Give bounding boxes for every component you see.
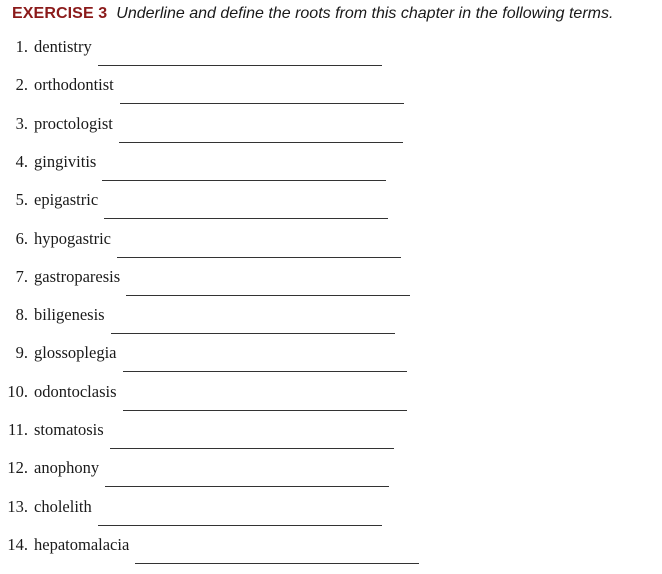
exercise-header (12, 4, 613, 24)
term-label: gingivitis (34, 152, 97, 171)
term-item (0, 305, 662, 343)
answer-line[interactable] (104, 218, 388, 219)
term-item (0, 535, 662, 573)
term-text (2, 305, 105, 325)
term-item (0, 420, 662, 458)
term-text (2, 37, 92, 57)
term-label: glossoplegia (34, 343, 117, 362)
term-item (0, 229, 662, 267)
answer-line[interactable] (98, 65, 382, 66)
term-item (0, 114, 662, 152)
term-text (2, 229, 111, 249)
answer-line[interactable] (98, 525, 382, 526)
term-label: epigastric (34, 190, 99, 209)
answer-line[interactable] (120, 103, 404, 104)
term-text (2, 382, 117, 402)
answer-line[interactable] (135, 563, 419, 564)
term-number: 11. (7, 420, 28, 439)
term-label: proctologist (34, 114, 113, 133)
term-item (0, 37, 662, 75)
term-number: 1. (15, 37, 28, 56)
term-text (2, 267, 120, 287)
term-number: 6. (15, 229, 28, 248)
term-text (2, 152, 96, 172)
term-number: 8. (15, 305, 28, 324)
term-number: 10. (7, 382, 28, 401)
term-text (2, 343, 117, 363)
term-label: cholelith (34, 497, 92, 516)
term-number: 5. (15, 190, 28, 209)
term-label: dentistry (34, 37, 92, 56)
term-text (2, 535, 129, 555)
answer-line[interactable] (102, 180, 386, 181)
term-text (2, 75, 114, 95)
term-label: biligenesis (34, 305, 105, 324)
answer-line[interactable] (123, 410, 407, 411)
answer-line[interactable] (110, 448, 394, 449)
term-item (0, 152, 662, 190)
term-number: 3. (15, 114, 28, 133)
term-number: 9. (15, 343, 28, 362)
term-text (2, 458, 99, 478)
answer-line[interactable] (123, 371, 407, 372)
term-item (0, 267, 662, 305)
term-label: odontoclasis (34, 382, 117, 401)
answer-line[interactable] (117, 257, 401, 258)
answer-line[interactable] (105, 486, 389, 487)
term-text (2, 190, 98, 210)
term-number: 12. (7, 458, 28, 477)
answer-line[interactable] (126, 295, 410, 296)
answer-line[interactable] (119, 142, 403, 143)
term-number: 14. (7, 535, 28, 554)
term-item (0, 343, 662, 381)
term-number: 2. (15, 75, 28, 94)
term-label: anophony (34, 458, 100, 477)
exercise-instruction: Underline and define the roots from this chapter in the following terms. (116, 5, 614, 22)
term-item (0, 382, 662, 420)
term-number: 7. (15, 267, 28, 286)
term-text (2, 114, 113, 134)
term-item (0, 75, 662, 113)
term-label: hypogastric (34, 229, 111, 248)
term-label: stomatosis (34, 420, 104, 439)
exercise-label: EXERCISE 3 (12, 5, 108, 22)
term-item (0, 458, 662, 496)
term-label: gastroparesis (34, 267, 121, 286)
term-label: orthodontist (34, 75, 114, 94)
term-label: hepatomalacia (34, 535, 130, 554)
term-item (0, 497, 662, 535)
term-number: 4. (15, 152, 28, 171)
term-number: 13. (7, 497, 28, 516)
term-text (2, 497, 92, 517)
answer-line[interactable] (111, 333, 395, 334)
term-text (2, 420, 104, 440)
term-item (0, 190, 662, 228)
